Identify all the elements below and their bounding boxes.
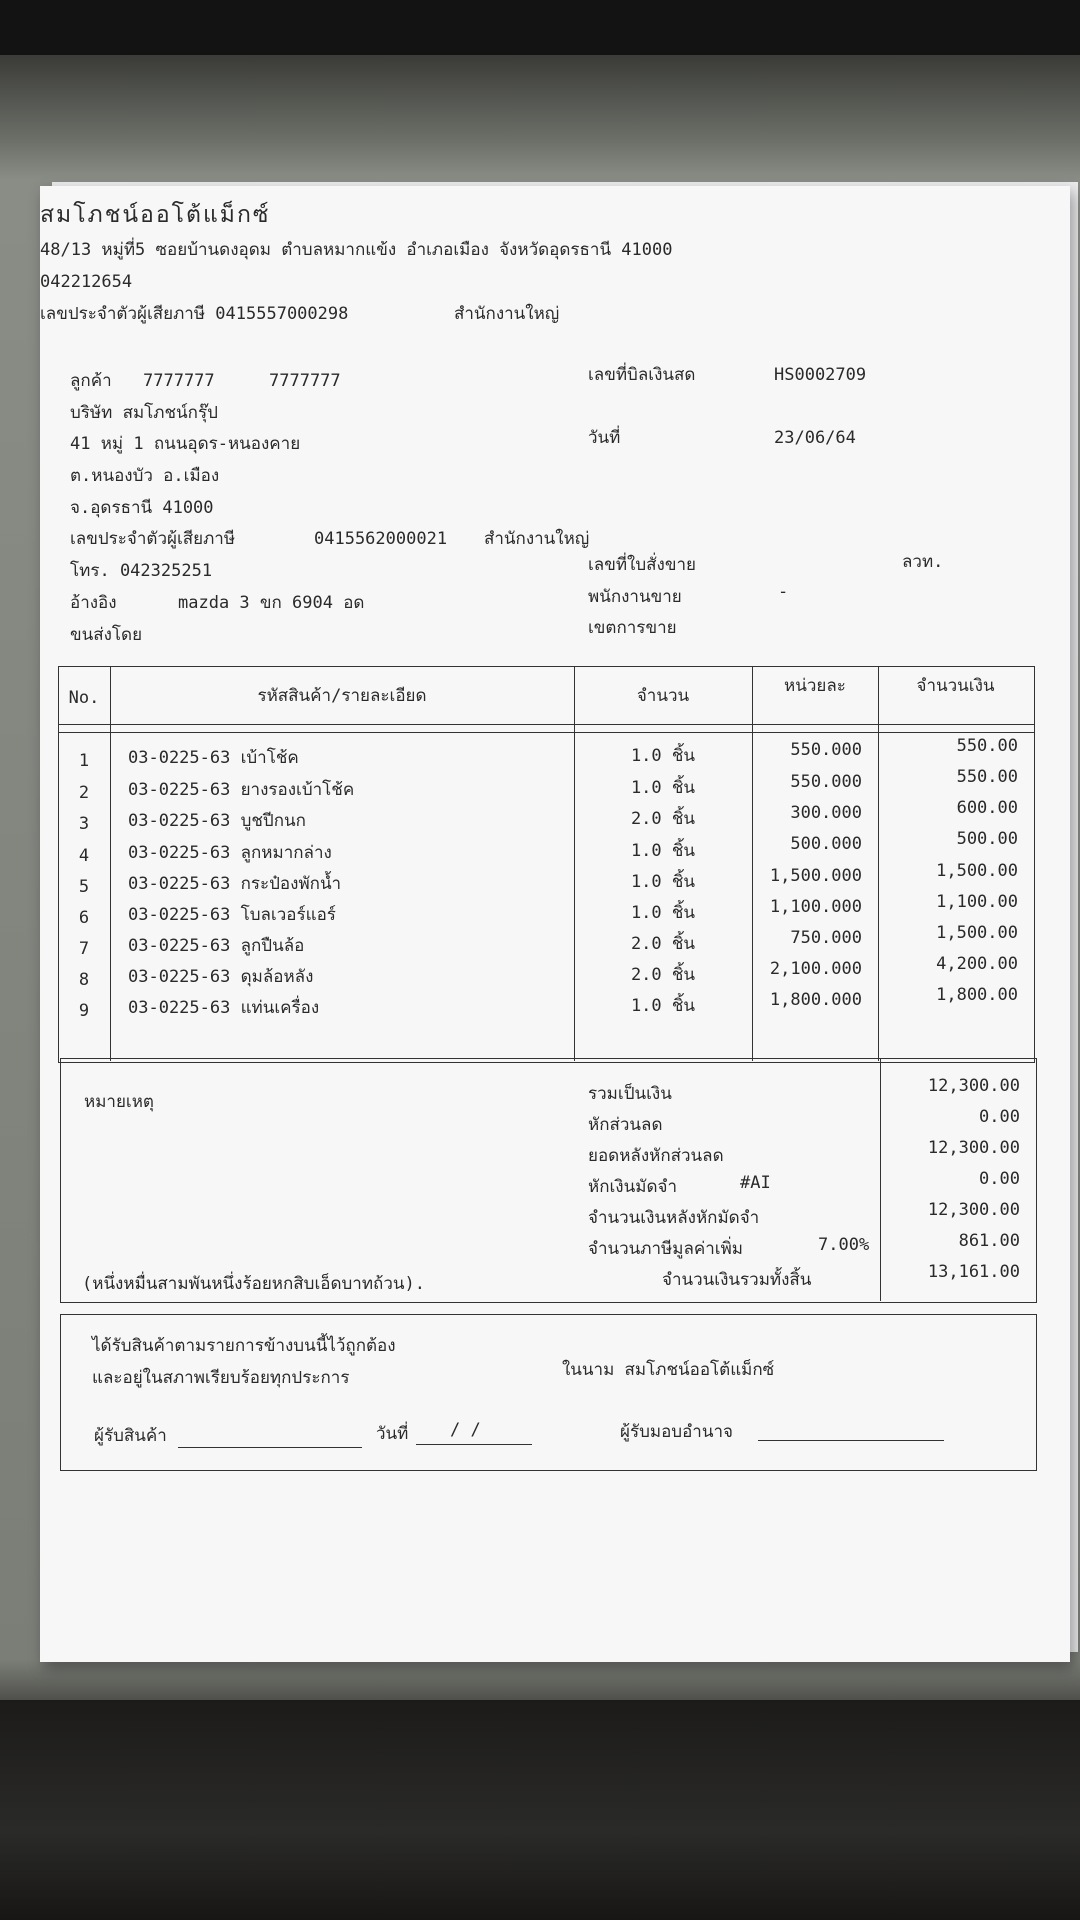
sales-order-value: ลวท. <box>902 552 944 572</box>
customer-branch: สำนักงานใหญ่ <box>484 529 590 549</box>
row-no: 2 <box>78 783 90 803</box>
after-deposit-value: 12,300.00 <box>927 1200 1020 1220</box>
row-unit-price: 1,100.000 <box>769 897 862 917</box>
receiver-signature-line <box>178 1447 362 1448</box>
bill-number-label: เลขที่บิลเงินสด <box>588 365 696 385</box>
after-deposit-label: จำนวนเงินหลังหักมัดจำ <box>588 1208 760 1228</box>
receiver-label: ผู้รับสินค้า <box>94 1426 167 1446</box>
row-quantity: 1.0 ชิ้น <box>630 872 696 892</box>
col-divider-no <box>110 666 111 1061</box>
header-description: รหัสสินค้า/รายละเอียด <box>257 686 427 706</box>
row-description: 03-0225-63 เบ้าโช้ค <box>128 748 299 768</box>
after-discount-label: ยอดหลังหักส่วนลด <box>588 1146 724 1166</box>
row-amount: 4,200.00 <box>936 954 1018 974</box>
receipt-paper <box>40 186 1070 1662</box>
row-unit-price: 1,500.000 <box>769 866 862 886</box>
header-no: No. <box>68 688 100 708</box>
receive-date-line <box>416 1444 532 1445</box>
row-unit-price: 550.000 <box>790 740 862 760</box>
row-quantity: 1.0 ชิ้น <box>630 778 696 798</box>
discount-label: หักส่วนลด <box>588 1115 663 1135</box>
customer-name: บริษัท สมโภชน์กรุ๊ป <box>70 403 218 423</box>
row-description: 03-0225-63 ยางรองเบ้าโช้ค <box>128 780 355 800</box>
table-header-divider-2 <box>58 732 1035 733</box>
remark-label: หมายเหตุ <box>84 1092 154 1112</box>
row-unit-price: 300.000 <box>790 803 862 823</box>
company-branch: สำนักงานใหญ่ <box>454 304 560 324</box>
row-description: 03-0225-63 กระป๋องพักน้ำ <box>128 874 342 894</box>
customer-address-2: ต.หนองบัว อ.เมือง <box>70 466 220 486</box>
table-header-divider <box>58 724 1035 725</box>
row-amount: 1,500.00 <box>936 861 1018 881</box>
salesperson-value: - <box>778 582 789 602</box>
row-no: 4 <box>78 846 90 866</box>
grand-total-label: จำนวนเงินรวมทั้งสิ้น <box>662 1270 812 1290</box>
row-no: 7 <box>78 939 90 959</box>
row-quantity: 2.0 ชิ้น <box>630 934 696 954</box>
row-amount: 600.00 <box>956 798 1018 818</box>
row-amount: 1,500.00 <box>936 923 1018 943</box>
customer-tax-label: เลขประจำตัวผู้เสียภาษี <box>70 529 236 549</box>
row-no: 3 <box>78 814 90 834</box>
company-name: สมโภชน์ออโต้แม็กซ์ <box>40 202 271 228</box>
customer-address-1: 41 หมู่ 1 ถนนอุดร-หนองคาย <box>70 434 301 454</box>
customer-tax-id: 0415562000021 <box>314 529 448 549</box>
on-behalf-of: ในนาม สมโภชน์ออโต้แม็กซ์ <box>562 1360 775 1380</box>
row-no: 8 <box>78 970 90 990</box>
row-unit-price: 500.000 <box>790 834 862 854</box>
amount-in-words: (หนึ่งหมื่นสามพันหนึ่งร้อยหกสิบเอ็ดบาทถ้วน). <box>82 1274 425 1294</box>
deposit-code: #AI <box>740 1173 771 1193</box>
row-amount: 500.00 <box>956 829 1018 849</box>
row-no: 9 <box>78 1001 90 1021</box>
customer-address-3: จ.อุดรธานี 41000 <box>70 498 214 518</box>
row-unit-price: 1,800.000 <box>769 990 862 1010</box>
authorized-signature-line <box>758 1440 944 1441</box>
header-amount: จำนวนเงิน <box>916 676 995 696</box>
row-no: 5 <box>78 877 90 897</box>
subtotal-label: รวมเป็นเงิน <box>588 1084 672 1104</box>
bill-date-label: วันที่ <box>588 428 621 448</box>
received-statement-2: และอยู่ในสภาพเรียบร้อยทุกประการ <box>92 1368 350 1388</box>
bill-date-value: 23/06/64 <box>774 428 856 448</box>
row-quantity: 2.0 ชิ้น <box>630 965 696 985</box>
salesperson-label: พนักงานขาย <box>588 587 682 607</box>
row-no: 6 <box>78 908 90 928</box>
company-phone: 042212654 <box>40 272 133 292</box>
grand-total-value: 13,161.00 <box>927 1262 1020 1282</box>
after-discount-value: 12,300.00 <box>927 1138 1020 1158</box>
row-quantity: 1.0 ชิ้น <box>630 903 696 923</box>
customer-label: ลูกค้า <box>70 371 112 391</box>
customer-code-2: 7777777 <box>269 371 341 391</box>
row-description: 03-0225-63 ลูกหมากล่าง <box>128 843 332 863</box>
row-no: 1 <box>78 751 90 771</box>
row-quantity: 2.0 ชิ้น <box>630 809 696 829</box>
row-amount: 550.00 <box>956 767 1018 787</box>
discount-value: 0.00 <box>979 1107 1020 1127</box>
vat-value: 861.00 <box>958 1231 1020 1251</box>
receive-date-slashes: / / <box>450 1420 481 1440</box>
bill-number-value: HS0002709 <box>774 365 867 385</box>
subtotal-value: 12,300.00 <box>927 1076 1020 1096</box>
shipping-label: ขนส่งโดย <box>70 625 143 645</box>
row-unit-price: 750.000 <box>790 928 862 948</box>
row-quantity: 1.0 ชิ้น <box>630 996 696 1016</box>
row-unit-price: 2,100.000 <box>769 959 862 979</box>
row-description: 03-0225-63 ดุมล้อหลัง <box>128 967 314 987</box>
vat-label: จำนวนภาษีมูลค่าเพิ่ม <box>588 1239 744 1259</box>
row-amount: 1,100.00 <box>936 892 1018 912</box>
received-statement-1: ได้รับสินค้าตามรายการข้างบนนี้ไว้ถูกต้อง <box>92 1336 396 1356</box>
deposit-value: 0.00 <box>979 1169 1020 1189</box>
background-bottom <box>0 1700 1080 1920</box>
row-amount: 550.00 <box>956 736 1018 756</box>
reference-value: mazda 3 ขก 6904 อด <box>178 593 365 613</box>
background-top-strip <box>0 0 1080 55</box>
row-description: 03-0225-63 แท่นเครื่อง <box>128 998 320 1018</box>
receive-date-label: วันที่ <box>376 1424 409 1444</box>
row-description: 03-0225-63 ลูกปืนล้อ <box>128 936 305 956</box>
deposit-label: หักเงินมัดจำ <box>588 1177 677 1197</box>
header-quantity: จำนวน <box>636 686 690 706</box>
row-description: 03-0225-63 บูชปีกนก <box>128 811 306 831</box>
header-unit-price: หน่วยละ <box>784 676 846 696</box>
row-unit-price: 550.000 <box>790 772 862 792</box>
row-quantity: 1.0 ชิ้น <box>630 746 696 766</box>
company-address: 48/13 หมู่ที่5 ซอยบ้านดงอุดม ตำบลหมากแข้ง อำเภอเมือง จังหวัดอุดรธานี 41000 <box>40 240 673 260</box>
customer-code-1: 7777777 <box>143 371 215 391</box>
row-amount: 1,800.00 <box>936 985 1018 1005</box>
row-quantity: 1.0 ชิ้น <box>630 841 696 861</box>
authorized-label: ผู้รับมอบอำนาจ <box>620 1422 733 1442</box>
sales-area-label: เขตการขาย <box>588 618 677 638</box>
customer-phone: โทร. 042325251 <box>70 561 213 581</box>
vat-rate: 7.00% <box>818 1235 870 1255</box>
row-description: 03-0225-63 โบลเวอร์แอร์ <box>128 905 336 925</box>
company-tax-id: เลขประจำตัวผู้เสียภาษี 0415557000298 <box>40 304 349 324</box>
sales-order-label: เลขที่ใบสั่งขาย <box>588 555 696 575</box>
reference-label: อ้างอิง <box>70 593 117 613</box>
